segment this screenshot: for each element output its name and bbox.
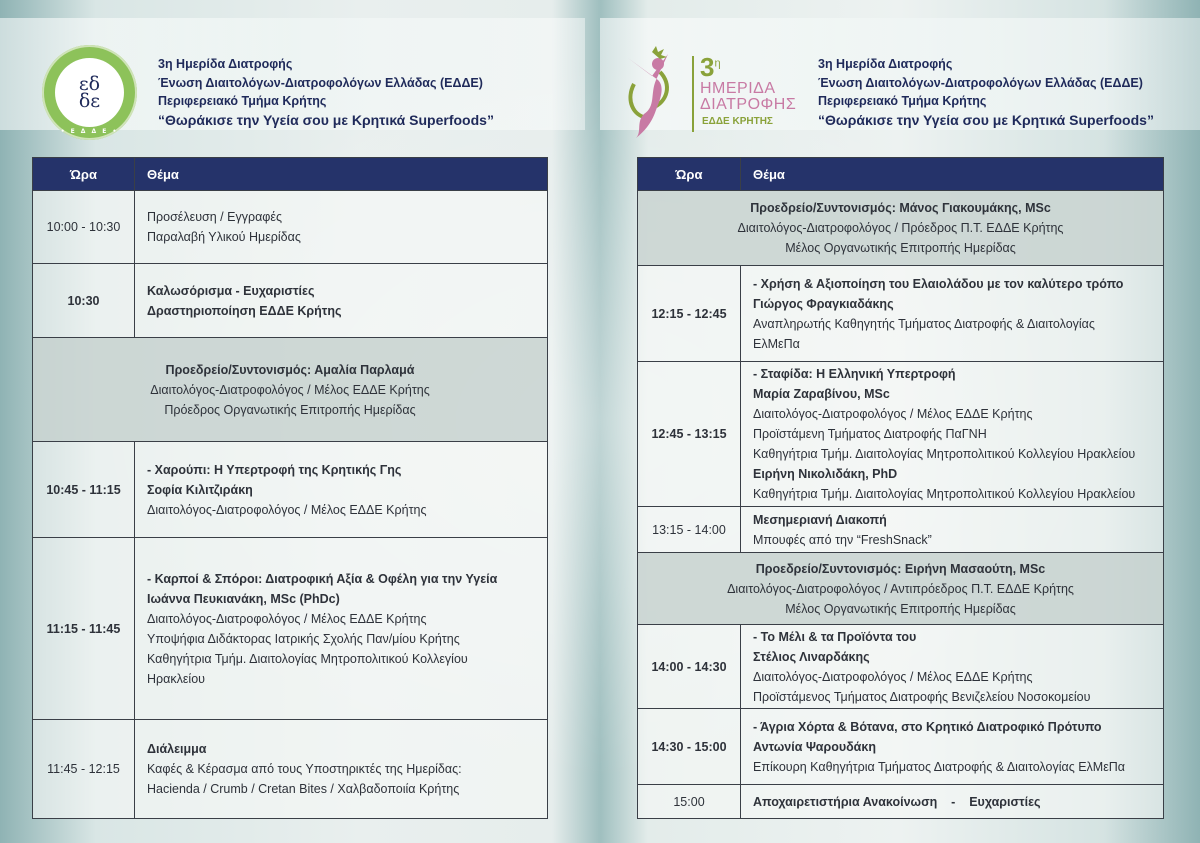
- topic-line: Παραλαβή Υλικού Ημερίδας: [147, 230, 301, 244]
- table-row: [638, 507, 1164, 553]
- session-topic: [135, 264, 548, 338]
- session-time: 11:45 - 12:15: [33, 720, 135, 819]
- logo-number: $3^\eta$: [700, 52, 721, 82]
- session-topic: [741, 709, 1164, 785]
- session-time: 14:00 - 14:30: [638, 625, 741, 709]
- speaker-role: Καθηγήτρια Τμήμ. Διαιτολογίας Μητροπολιτικού Κολλεγίου: [147, 651, 468, 666]
- logo-letters-bottom: δε: [78, 89, 101, 112]
- chair-title: Προεδρείο/Συντονισμός: Αμαλία Παρλαμά: [165, 362, 415, 377]
- session-time: 14:30 - 15:00: [638, 709, 741, 785]
- session-time: 10:45 - 11:15: [33, 442, 135, 538]
- right-page: [600, 0, 1200, 843]
- logo-text-line2: ΔΙΑΤΡΟΦΗΣ: [700, 96, 797, 113]
- logo-text-line1: ΗΜΕΡΙΔΑ: [700, 80, 776, 97]
- edde-logo-letters: [55, 58, 124, 127]
- speaker-name: Ειρήνη Νικολιδάκη, PhD: [753, 467, 898, 481]
- logo-text-line3: ΕΔΔΕ ΚΡΗΤΗΣ: [702, 116, 773, 127]
- speaker-name: Ιωάννα Πευκιανάκη, MSc (PhDc): [147, 591, 340, 606]
- regional-department: Περιφερειακό Τμήμα Κρήτης: [818, 94, 987, 108]
- speaker-role: Διαιτολόγος-Διατροφολόγος / Μέλος ΕΔΔΕ Κρήτης: [753, 669, 1033, 684]
- header-banner: [600, 18, 1200, 130]
- table-row: [638, 266, 1164, 362]
- sponsors-line: Hacienda / Crumb / Cretan Bites / Χαλβαδοποιία Κρήτης: [147, 782, 460, 796]
- chair-line: Διαιτολόγος-Διατροφολόγος / Πρόεδρος Π.Τ. ΕΔΔΕ Κρήτης: [737, 221, 1064, 235]
- column-header-topic: Θέμα: [135, 158, 548, 191]
- speaker-name: Γιώργος Φραγκιαδάκης: [753, 296, 894, 311]
- schedule-table-afternoon: [637, 157, 1164, 819]
- break-line: Μπουφές από την “FreshSnack”: [753, 532, 932, 547]
- schedule-table-morning: [32, 157, 548, 819]
- event-header-text: [818, 55, 1154, 129]
- session-time: 15:00: [638, 785, 741, 819]
- session-topic: [741, 362, 1164, 507]
- session-time: 10:30: [33, 264, 135, 338]
- logo-ring-text: • Ε Δ Δ Ε •: [60, 128, 119, 135]
- chair-line: Διαιτολόγος-Διατροφολόγος / Αντιπρόεδρος Π.Τ. ΕΔΔΕ Κρήτης: [727, 581, 1074, 596]
- speaker-role: Διαιτολόγος-Διατροφολόγος / Μέλος ΕΔΔΕ Κρήτης: [147, 611, 427, 626]
- session-chair: [638, 191, 1164, 266]
- talk-title: - Το Μέλι & τα Προϊόντα του: [753, 629, 917, 644]
- event-header-text: [158, 55, 494, 129]
- speaker-role: Ηρακλείου: [147, 671, 206, 686]
- topic-line: Προσέλευση / Εγγραφές: [147, 210, 282, 224]
- break-title: Διάλειμμα: [147, 742, 207, 756]
- event-slogan: “Θωράκισε την Υγεία σου με Κρητικά Superfoods”: [818, 111, 1154, 128]
- event-title: 3η Ημερίδα Διατροφής: [158, 57, 293, 71]
- break-line: Καφές & Κέρασμα από τους Υποστηρικτές της Ημερίδας:: [147, 762, 462, 776]
- session-topic: [741, 507, 1164, 553]
- speaker-role: Καθηγήτρια Τμήμ. Διαιτολογίας Μητροπολιτικού Κολλεγίου Ηρακλείου: [753, 447, 1136, 461]
- table-header-row: [33, 158, 548, 191]
- session-topic: [741, 266, 1164, 362]
- logo-divider: [692, 56, 694, 132]
- header-banner: [0, 18, 585, 135]
- chair-row: [33, 338, 548, 442]
- table-header-row: [638, 158, 1164, 191]
- session-topic: [741, 785, 1164, 819]
- table-row: [638, 785, 1164, 819]
- table-row: [638, 709, 1164, 785]
- session-topic: [135, 442, 548, 538]
- speaker-role: Καθηγήτρια Τμήμ. Διαιτολογίας Μητροπολιτικού Κολλεγίου Ηρακλείου: [753, 487, 1136, 501]
- organization-name: Ένωση Διαιτολόγων-Διατροφολόγων Ελλάδας (ΕΔΔΕ): [818, 75, 1143, 90]
- table-row: [33, 264, 548, 338]
- speaker-role: Υποψήφια Διδάκτορας Ιατρικής Σχολής Παν/μίου Κρήτης: [147, 631, 460, 646]
- speaker-name: Αντωνία Ψαρουδάκη: [753, 739, 876, 754]
- table-row: [33, 191, 548, 264]
- speaker-role: Επίκουρη Καθηγήτρια Τμήματος Διατροφής & Διαιτολογίας ΕλΜεΠα: [753, 759, 1126, 774]
- speaker-role: Αναπληρωτής Καθηγητής Τμήματος Διατροφής & Διαιτολογίας: [753, 316, 1095, 331]
- column-header-time: Ώρα: [33, 158, 135, 191]
- break-title: Μεσημεριανή Διακοπή: [753, 512, 887, 527]
- chair-line: Πρόεδρος Οργανωτικής Επιτροπής Ημερίδας: [164, 402, 416, 417]
- closing-title: Αποχαιρετιστήρια Ανακοίνωση - Ευχαριστίες: [753, 794, 1041, 809]
- organization-name: Ένωση Διαιτολόγων-Διατροφολόγων Ελλάδας (ΕΔΔΕ): [158, 75, 483, 90]
- talk-title: - Χρήση & Αξιοποίηση του Ελαιολάδου με τον καλύτερο τρόπο: [753, 276, 1124, 291]
- event-slogan: “Θωράκισε την Υγεία σου με Κρητικά Superfoods”: [158, 111, 494, 128]
- session-time: 12:45 - 13:15: [638, 362, 741, 507]
- table-row: [638, 362, 1164, 507]
- speaker-role: Προϊστάμενος Τμήματος Διατροφής Βενιζελείου Νοσοκομείου: [753, 689, 1091, 704]
- chair-row: [638, 191, 1164, 266]
- session-time: 10:00 - 10:30: [33, 191, 135, 264]
- speaker-name: Μαρία Ζαραβίνου, MSc: [753, 387, 890, 401]
- dancer-figure-logo-icon: [622, 44, 682, 140]
- topic-title: Καλωσόρισμα - Ευχαριστίες: [147, 283, 315, 298]
- speaker-role: Διαιτολόγος-Διατροφολόγος / Μέλος ΕΔΔΕ Κρήτης: [753, 407, 1033, 421]
- speaker-role: ΕλΜεΠα: [753, 336, 800, 351]
- column-header-topic: Θέμα: [741, 158, 1164, 191]
- session-chair: [638, 553, 1164, 625]
- regional-department: Περιφερειακό Τμήμα Κρήτης: [158, 94, 327, 108]
- session-topic: [135, 538, 548, 720]
- table-row: [33, 720, 548, 819]
- table-row: [33, 442, 548, 538]
- column-header-time: Ώρα: [638, 158, 741, 191]
- session-time: 13:15 - 14:00: [638, 507, 741, 553]
- speaker-name: Στέλιος Λιναρδάκης: [753, 649, 870, 664]
- chair-line: Μέλος Οργανωτικής Επιτροπής Ημερίδας: [785, 601, 1016, 616]
- chair-row: [638, 553, 1164, 625]
- event-title: 3η Ημερίδα Διατροφής: [818, 57, 953, 71]
- chair-line: Μέλος Οργανωτικής Επιτροπής Ημερίδας: [785, 241, 1016, 255]
- chair-title: Προεδρείο/Συντονισμός: Ειρήνη Μασαούτη, MSc: [755, 561, 1046, 576]
- edde-circle-logo-icon: [42, 45, 137, 140]
- talk-title: - Χαρούπι: Η Υπερτροφή της Κρητικής Γης: [147, 462, 402, 477]
- logo-letters-top: εδ: [78, 72, 101, 95]
- chair-line: Διαιτολόγος-Διατροφολόγος / Μέλος ΕΔΔΕ Κρήτης: [150, 382, 430, 397]
- session-topic: [741, 625, 1164, 709]
- session-chair: [33, 338, 548, 442]
- table-row: [33, 538, 548, 720]
- speaker-role: Διαιτολόγος-Διατροφολόγος / Μέλος ΕΔΔΕ Κρήτης: [147, 502, 427, 517]
- speaker-name: Σοφία Κιλιτζιράκη: [147, 482, 253, 497]
- session-time: 12:15 - 12:45: [638, 266, 741, 362]
- session-topic: [135, 720, 548, 819]
- session-time: 11:15 - 11:45: [33, 538, 135, 720]
- session-topic: [135, 191, 548, 264]
- table-row: [638, 625, 1164, 709]
- talk-title: - Καρποί & Σπόροι: Διατροφική Αξία & Οφέλη για την Υγεία: [147, 571, 498, 586]
- topic-title: Δραστηριοποίηση ΕΔΔΕ Κρήτης: [147, 303, 342, 318]
- hmerida-logo: [622, 44, 797, 140]
- chair-title: Προεδρείο/Συντονισμός: Μάνος Γιακουμάκης, MSc: [750, 201, 1051, 215]
- talk-title: - Άγρια Χόρτα & Βότανα, στο Κρητικό Διατροφικό Πρότυπο: [753, 719, 1102, 734]
- speaker-role: Προϊστάμενη Τμήματος Διατροφής ΠαΓΝΗ: [753, 427, 987, 441]
- talk-title: - Σταφίδα: Η Ελληνική Υπερτροφή: [753, 367, 956, 381]
